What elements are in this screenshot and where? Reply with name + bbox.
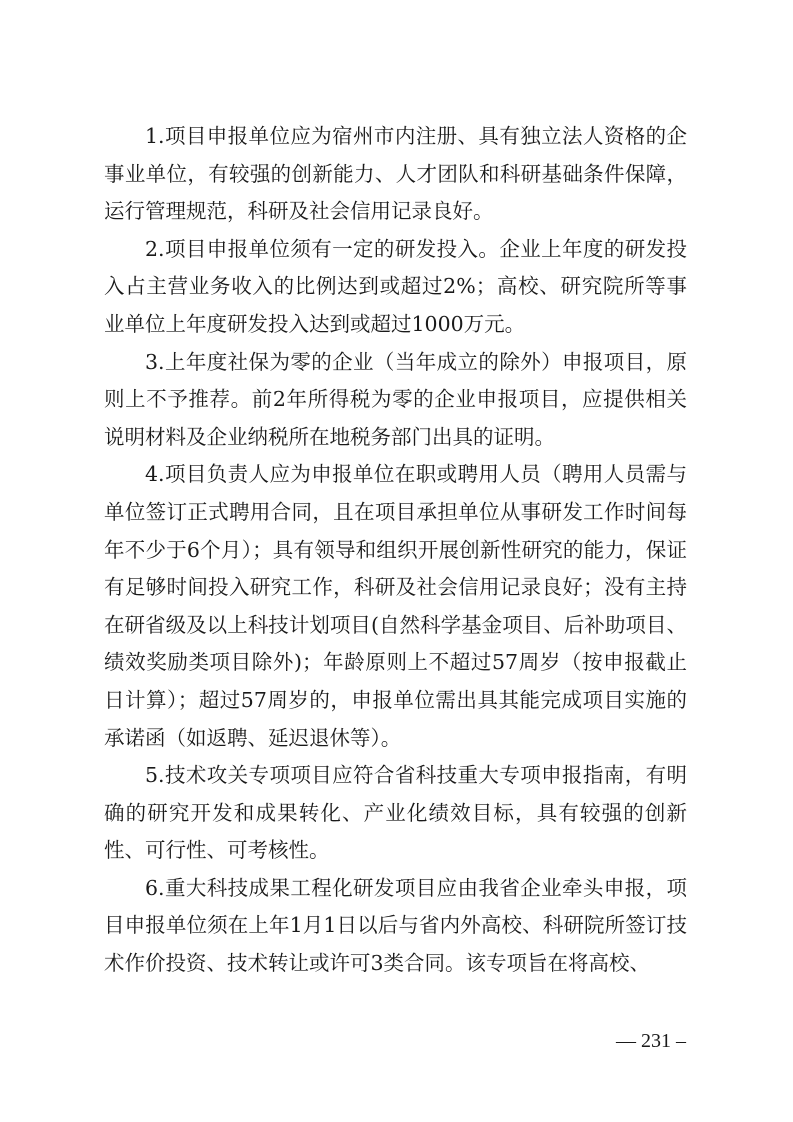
paragraph-2: 2.项目申报单位须有一定的研发投入。企业上年度的研发投入占主营业务收入的比例达到或超过2%；高校、研究院所等事业单位上年度研发投入达到或超过1000万元。 [104,236,687,336]
paragraph-4: 4.项目负责人应为申报单位在职或聘用人员（聘用人员需与单位签订正式聘用合同，且在项目承担单位从事研发工作时间每年不少于6个月）；具有领导和组织开展创新性研究的能力，保证有足够时间投入研究工作，科研及社会信用记录良好；没有主持在研省级及以上科技计划项目(自然科学基金项目、后补助项目、绩效奖励类项目除外)；年龄原则上不超过57周岁（按申报截止日计算）；超过57周岁的，申报单位需出具其能完成项目实施的承诺函（如返聘、延迟退休等）。 [104,462,687,750]
paragraph-5: 5.技术攻关专项项目应符合省科技重大专项申报指南，有明确的研究开发和成果转化、产业化绩效目标，具有较强的创新性、可行性、可考核性。 [104,763,687,863]
paragraph-3: 3.上年度社保为零的企业（当年成立的除外）申报项目，原则上不予推荐。前2年所得税为零的企业申报项目，应提供相关说明材料及企业纳税所在地税务部门出具的证明。 [104,349,687,449]
paragraph-1: 1.项目申报单位应为宿州市内注册、具有独立法人资格的企事业单位，有较强的创新能力、人才团队和科研基础条件保障，运行管理规范，科研及社会信用记录良好。 [104,124,687,224]
page-number: — 231 – [616,1030,686,1052]
document-body [104,118,687,983]
paragraph-6: 6.重大科技成果工程化研发项目应由我省企业牵头申报，项目申报单位须在上年1月1日以后与省内外高校、科研院所签订技术作价投资、技术转让或许可3类合同。该专项旨在将高校、 [104,875,687,976]
